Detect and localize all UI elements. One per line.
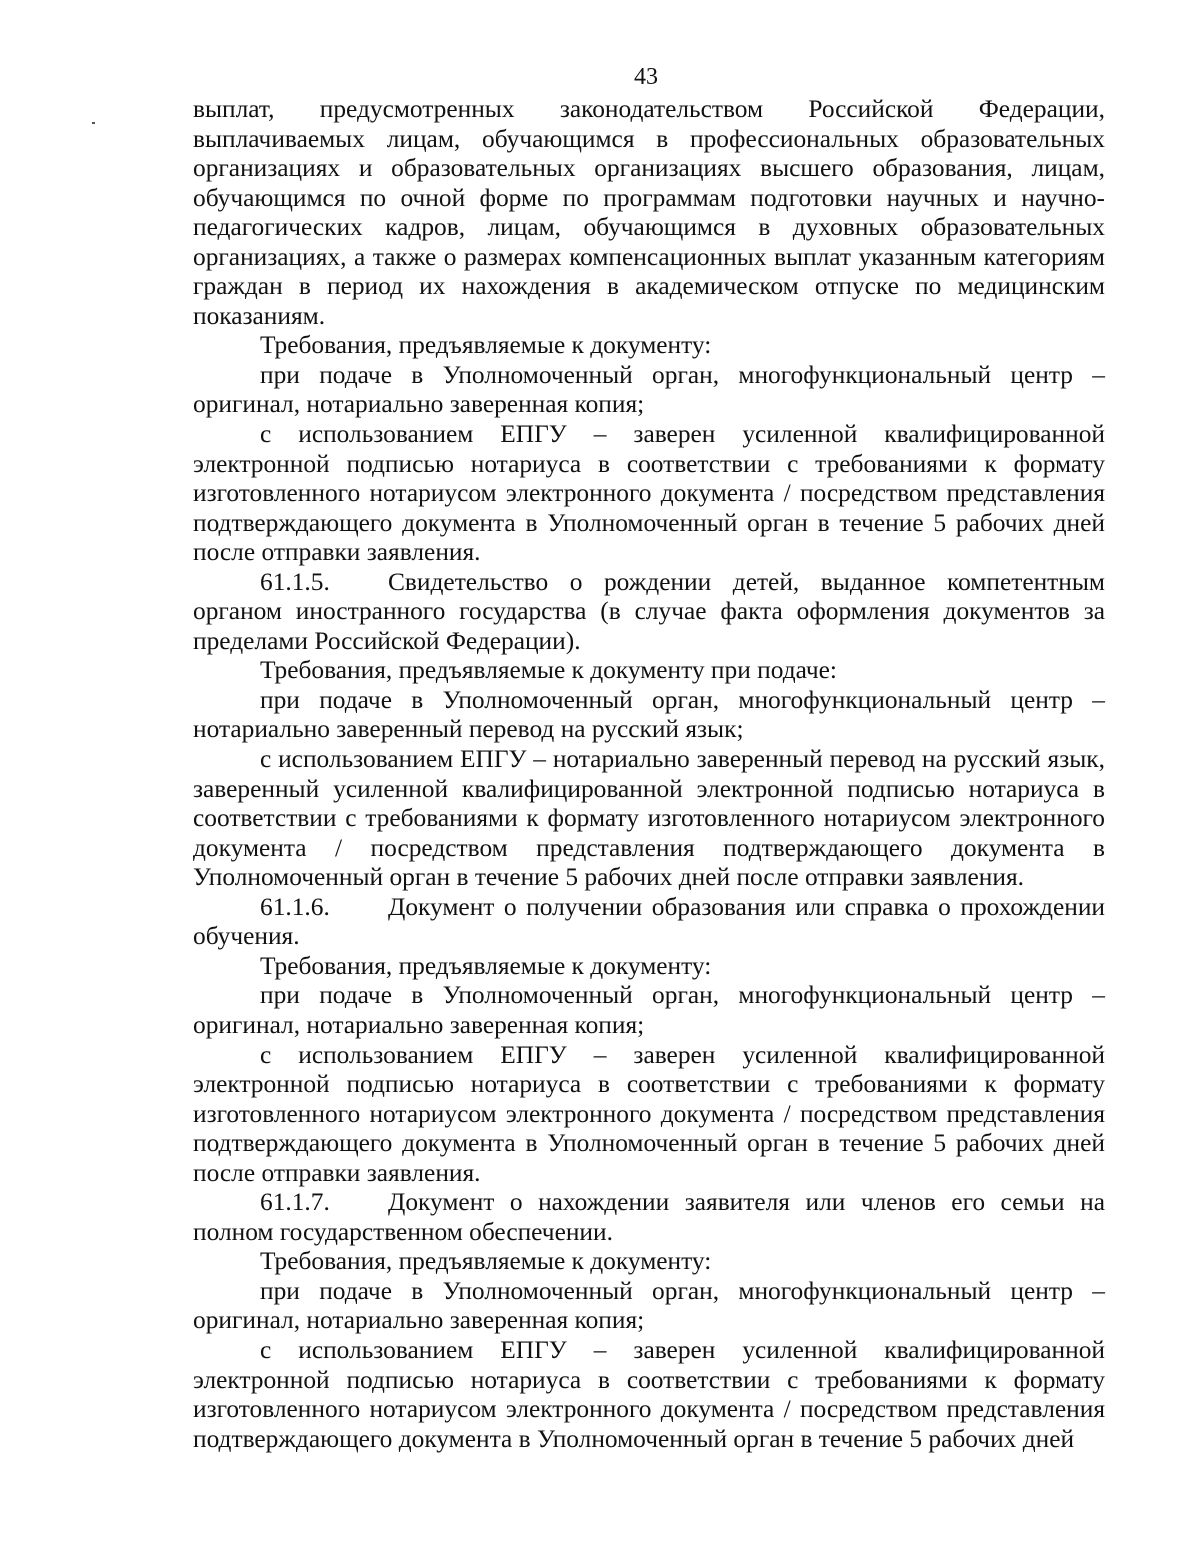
list-item-61-1-7 — [193, 1188, 1105, 1247]
requirements-heading: Требования, предъявляемые к документу: — [260, 331, 712, 360]
requirement-epgu: с использованием ЕПГУ – нотариально заверенный перевод на русский язык, заверенный усиленной квалифицированной электронной подписью нотариуса в соответствии с требованиями к формату изготовленного нотариусом электронного документа / посредством представления подтверждающего документа в Уполномоченный орган в течение 5 рабочих дней после отправки заявления. — [193, 745, 1105, 892]
paragraph-continuation: выплат, предусмотренных законодательством Российской Федерации, выплачиваемых лицам, обучающимся в профессиональных образовательных организациях и образовательных организациях высшего образования, лицам, обучающимся по очной форме по программам подготовки научных и научно-педагогических кадров, лицам, обучающимся в духовных образовательных организациях, а также о размерах компенсационных выплат указанным категориям граждан в период их нахождения в академическом отпуске по медицинским показаниям. — [193, 95, 1105, 330]
requirement-epgu: с использованием ЕПГУ – заверен усиленной квалифицированной электронной подписью нотариуса в соответствии с требованиями к формату изготовленного нотариусом электронного документа / посредством представления подтверждающего документа в Уполномоченный орган в течение 5 рабочих дней после отправки заявления. — [193, 1040, 1105, 1187]
list-item-61-1-5 — [193, 568, 1105, 657]
item-number: 61.1.7. — [260, 1188, 330, 1217]
page-number: 43 — [634, 64, 658, 90]
requirements-heading: Требования, предъявляемые к документу: — [260, 1247, 712, 1276]
requirements-heading: Требования, предъявляемые к документу: — [260, 951, 712, 980]
requirement-in-person: при подаче в Уполномоченный орган, многофункциональный центр – оригинал, нотариально заверенная копия; — [193, 1276, 1105, 1335]
requirement-epgu: с использованием ЕПГУ – заверен усиленной квалифицированной электронной подписью нотариуса в соответствии с требованиями к формату изготовленного нотариусом электронного документа / посредством представления подтверждающего документа в Уполномоченный орган в течение 5 рабочих дней после отправки заявления. — [193, 420, 1105, 567]
requirement-in-person: при подаче в Уполномоченный орган, многофункциональный центр – оригинал, нотариально заверенная копия; — [193, 360, 1105, 419]
item-text: Свидетельство о рождении детей, выданное компетентным органом иностранного государства (в случае факта оформления документов за пределами Российской Федерации). — [193, 567, 1105, 655]
document-body — [193, 95, 1105, 1454]
item-text: Документ о нахождении заявителя или членов его семьи на полном государственном обеспечении. — [193, 1188, 1105, 1246]
requirement-epgu: с использованием ЕПГУ – заверен усиленной квалифицированной электронной подписью нотариуса в соответствии с требованиями к формату изготовленного нотариусом электронного документа / посредством представления подтверждающего документа в Уполномоченный орган в течение 5 рабочих дней — [193, 1335, 1105, 1453]
requirements-heading: Требования, предъявляемые к документу при подаче: — [260, 656, 837, 685]
requirement-in-person: при подаче в Уполномоченный орган, многофункциональный центр – нотариально заверенный перевод на русский язык; — [193, 685, 1105, 744]
list-item-61-1-6 — [193, 893, 1105, 952]
requirement-in-person: при подаче в Уполномоченный орган, многофункциональный центр – оригинал, нотариально заверенная копия; — [193, 981, 1105, 1039]
scan-mark — [92, 122, 95, 124]
item-number: 61.1.5. — [260, 567, 330, 596]
item-text: Документ о получении образования или справка о прохождении обучения. — [193, 892, 1105, 951]
item-number: 61.1.6. — [260, 892, 330, 921]
